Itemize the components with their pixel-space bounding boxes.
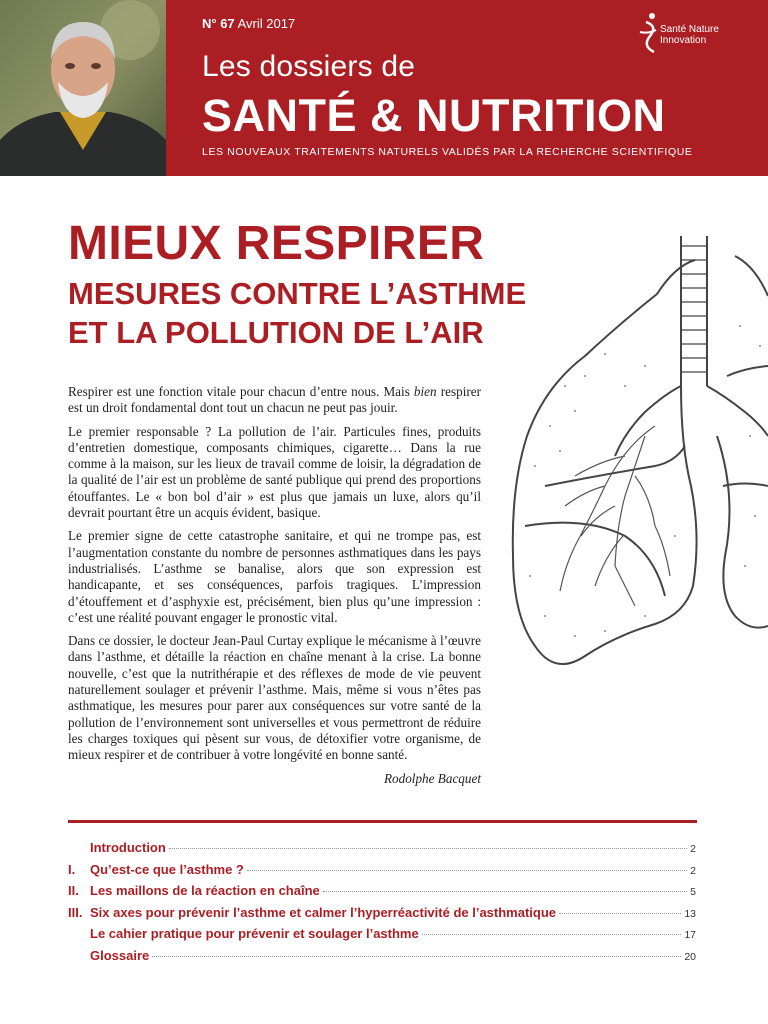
toc-entry[interactable] <box>68 948 696 970</box>
paragraph: Dans ce dossier, le docteur Jean-Paul Curtay explique le mécanisme à l’œuvre dans l’asthme, et détaille la réaction en chaîne menant à la crise. La bonne nouvelle, c’est que la nutrithérapie et des réflexes de mode de vie peuvent naturellement soulager et prévenir l’asthme. Mais, même si vous n’êtes pas asthmatique, les mesures pour parer aux conséquences sur votre santé de la pollution de l’environnement sont universelles et vous permettront de réduire les charges toxiques qui pèsent sur vous, de détoxifier votre organisme, de mieux respirer et de contribuer à votre longévité en bonne santé. <box>68 633 481 763</box>
toc-page: 17 <box>684 929 696 941</box>
toc-page: 2 <box>690 864 696 877</box>
series-name: Les dossiers de <box>202 50 416 83</box>
table-of-contents <box>68 840 696 969</box>
toc-entry[interactable] <box>68 883 696 905</box>
article-title: MIEUX RESPIRER <box>68 217 485 270</box>
toc-page: 20 <box>684 950 696 963</box>
toc-leader <box>152 956 681 957</box>
toc-number: II. <box>68 883 79 898</box>
issue-number: N° 67 <box>202 16 235 31</box>
toc-leader <box>247 870 687 871</box>
paragraph: Le premier signe de cette catastrophe sanitaire, et qui ne trompe pas, est l’augmentation constante du nombre de personnes asthmatiques dans les pays industrialisés. L’asthme se banalise, alors que son expression est handicapante, et ses conséquences, parfois tragiques. L’impression d’étouffement et d’asphyxie est, précisément, bien plus qu’une impression : c’est une réalité pouvant engager le pronostic vital. <box>68 528 481 625</box>
toc-leader <box>559 913 681 914</box>
magazine-title: SANTÉ & NUTRITION <box>202 90 666 141</box>
toc-number: I. <box>68 861 76 877</box>
toc-title: Introduction <box>90 840 166 855</box>
article-subtitle <box>68 274 526 352</box>
toc-leader <box>169 848 687 849</box>
toc-title: Glossaire <box>90 947 150 963</box>
toc-title: Le cahier pratique pour prévenir et soulager l’asthme <box>90 926 419 941</box>
toc-page: 2 <box>690 843 696 855</box>
toc-entry[interactable] <box>68 862 696 884</box>
toc-entry[interactable] <box>68 926 696 948</box>
toc-entry[interactable] <box>68 840 696 862</box>
toc-title: Qu’est-ce que l’asthme ? <box>90 861 244 877</box>
issue-info <box>202 16 295 31</box>
author-portrait <box>0 0 166 176</box>
article-subtitle-line1: MESURES CONTRE L’ASTHME <box>68 276 527 311</box>
toc-divider <box>68 820 697 823</box>
publisher-name: Santé Nature Innovation <box>660 24 719 46</box>
masthead <box>0 0 768 176</box>
lungs-illustration <box>505 236 768 706</box>
paragraph: Respirer est une fonction vitale pour chacun d’entre nous. Mais bien respirer est un droit fondamental dont tout un chacun ne peut pas jouir. <box>68 384 481 416</box>
toc-title: Six axes pour prévenir l’asthme et calmer l’hyperréactivité de l’asthmatique <box>90 904 557 920</box>
author-signature: Rodolphe Bacquet <box>383 770 481 786</box>
toc-entry[interactable] <box>68 905 696 927</box>
article-body <box>68 384 481 787</box>
issue-date: Avril 2017 <box>237 16 296 31</box>
magazine-tagline: LES NOUVEAUX TRAITEMENTS NATURELS VALIDÉS PAR LA RECHERCHE SCIENTIFIQUE <box>202 146 693 158</box>
toc-number: III. <box>68 904 83 920</box>
toc-title: Les maillons de la réaction en chaîne <box>90 883 320 898</box>
toc-leader <box>422 934 682 935</box>
toc-page: 5 <box>690 886 696 898</box>
paragraph: Le premier responsable ? La pollution de l’air. Particules fines, produits d’entretien domestique, composants chimiques, cigarette… Dans la rue comme à la maison, sur les lieux de travail comme de loisir, la dégradation de la qualité de l’air est un problème de santé publique qui prend des proportions étouffantes. Le « bon bol d’air » est plus que jamais un luxe, alors qu’il devrait pourtant être un acquis évident, basique. <box>68 423 481 521</box>
article-subtitle-line2: ET LA POLLUTION DE L’AIR <box>68 315 484 350</box>
toc-page: 13 <box>684 907 696 920</box>
toc-leader <box>323 891 687 892</box>
